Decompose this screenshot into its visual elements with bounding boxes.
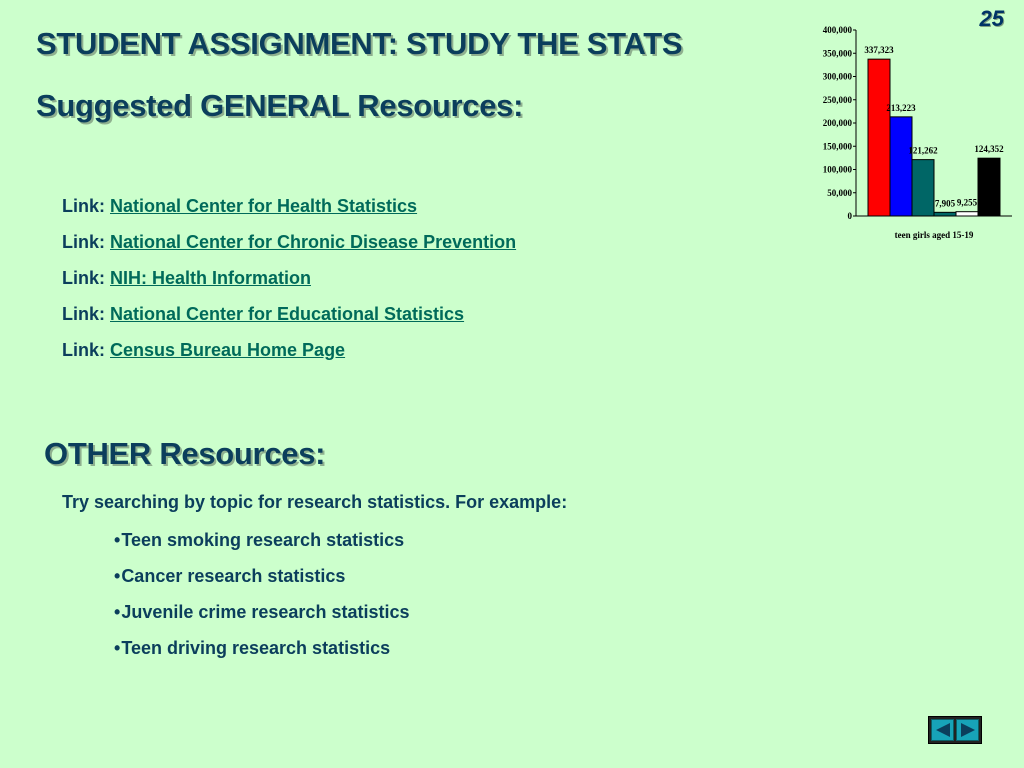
y-tick-label: 250,000 xyxy=(822,94,852,105)
bullet: • xyxy=(114,566,121,586)
next-slide-button[interactable] xyxy=(956,719,979,741)
y-tick-label: 400,000 xyxy=(822,25,852,35)
resource-link-item xyxy=(62,265,516,301)
data-label: 7,905 xyxy=(934,198,956,209)
resource-link-item xyxy=(62,301,516,337)
resource-link-item xyxy=(62,229,516,265)
example-topic-text: Teen driving research statistics xyxy=(121,638,391,658)
chart-bar xyxy=(978,158,1000,216)
chart-bar xyxy=(956,212,978,216)
link-prefix: Link: xyxy=(62,196,110,216)
bullet: • xyxy=(114,638,121,658)
example-topic-item xyxy=(114,564,409,600)
x-axis-label: teen girls aged 15-19 xyxy=(894,230,974,240)
section-title-general: Suggested GENERAL Resources: xyxy=(36,88,524,123)
slide-navigation xyxy=(928,716,982,744)
chart-bar xyxy=(890,117,912,216)
link-chronic-disease-prevention[interactable]: National Center for Chronic Disease Prevention xyxy=(110,232,517,252)
data-label: 121,262 xyxy=(908,145,938,156)
data-label: 337,323 xyxy=(864,45,894,56)
example-topic-item xyxy=(114,636,409,672)
link-census-bureau[interactable]: Census Bureau Home Page xyxy=(110,340,346,360)
example-topic-item xyxy=(114,528,409,564)
chart-bar xyxy=(868,59,890,216)
bar-chart xyxy=(790,18,1020,250)
bullet: • xyxy=(114,602,121,622)
link-prefix: Link: xyxy=(62,268,110,288)
resource-link-item xyxy=(62,337,516,373)
other-intro-text: Try searching by topic for research statistics. For example: xyxy=(62,492,568,512)
section-title-other: OTHER Resources: xyxy=(44,436,326,471)
chart-bar xyxy=(934,212,956,216)
previous-slide-button[interactable] xyxy=(931,719,954,741)
example-topic-list xyxy=(114,528,409,672)
play-left-icon xyxy=(933,721,953,739)
link-prefix: Link: xyxy=(62,340,110,360)
bullet: • xyxy=(114,530,121,550)
data-label: 124,352 xyxy=(974,144,1004,155)
link-nih-health-information[interactable]: NIH: Health Information xyxy=(110,268,311,288)
y-tick-label: 0 xyxy=(847,211,852,221)
link-educational-statistics[interactable]: National Center for Educational Statistics xyxy=(110,304,465,324)
y-tick-label: 150,000 xyxy=(822,141,852,152)
chart-bar xyxy=(912,160,934,216)
slide-number: 25 xyxy=(979,6,1004,31)
play-right-icon xyxy=(958,721,978,739)
example-topic-text: Juvenile crime research statistics xyxy=(121,602,410,622)
example-topic-text: Cancer research statistics xyxy=(121,566,346,586)
link-prefix: Link: xyxy=(62,304,110,324)
page-title: STUDENT ASSIGNMENT: STUDY THE STATS xyxy=(36,26,683,61)
y-tick-label: 50,000 xyxy=(827,187,852,198)
y-tick-label: 100,000 xyxy=(822,164,852,175)
example-topic-item xyxy=(114,600,409,636)
link-national-center-health-statistics[interactable]: National Center for Health Statistics xyxy=(110,196,418,216)
resource-link-list xyxy=(62,193,516,373)
resource-link-item xyxy=(62,193,516,229)
example-topic-text: Teen smoking research statistics xyxy=(121,530,405,550)
y-tick-label: 200,000 xyxy=(822,118,852,128)
y-tick-label: 350,000 xyxy=(822,48,852,59)
data-label: 213,223 xyxy=(886,102,916,113)
link-prefix: Link: xyxy=(62,232,110,252)
data-label: 9,255 xyxy=(956,197,978,208)
y-tick-label: 300,000 xyxy=(822,71,852,82)
